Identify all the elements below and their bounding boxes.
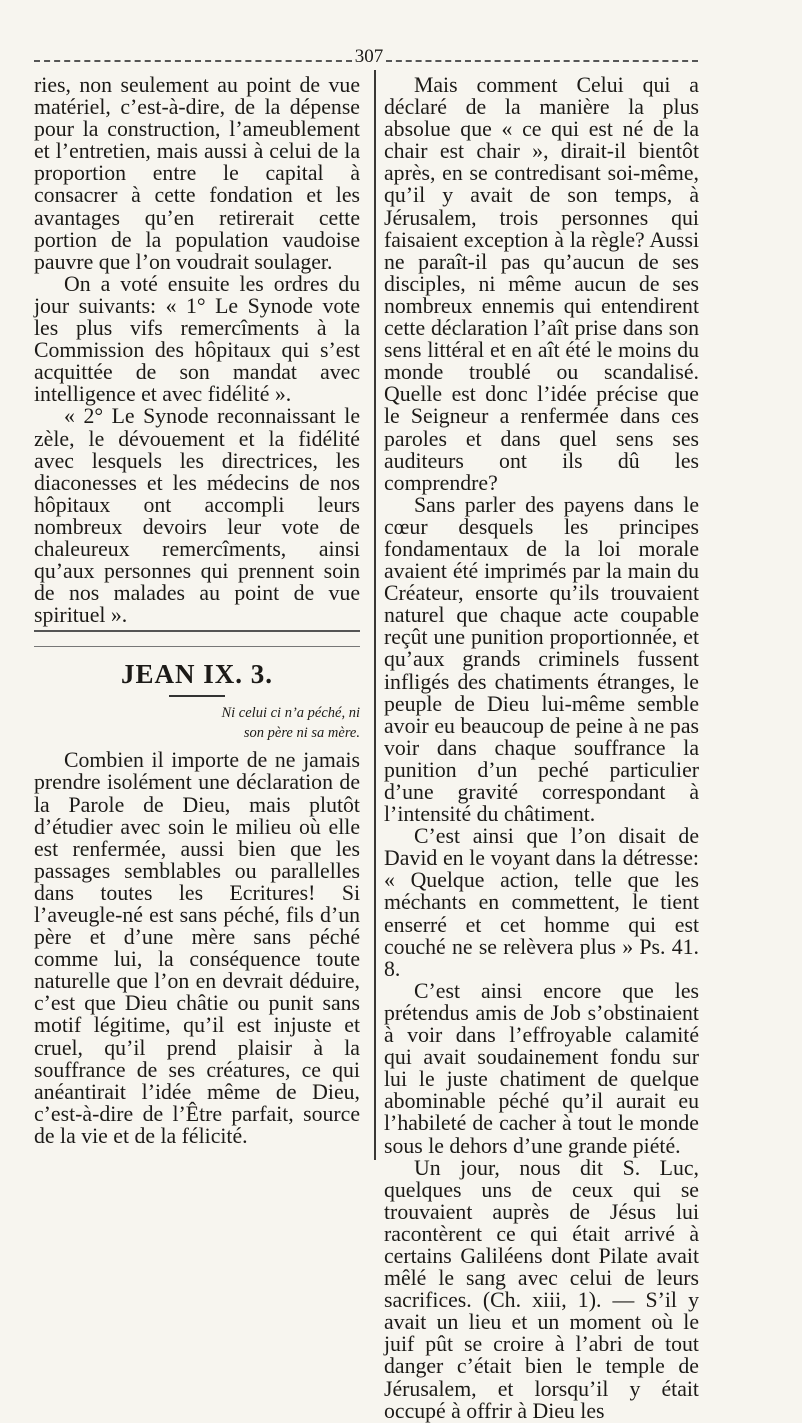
section-heading: JEAN IX. 3. (120, 659, 273, 690)
paragraph: Combien il importe de ne jamais prendre isolément une déclaration de la Parole de Dieu, mais plutôt d’étudier avec soin le milieu où elle est renfermée, aussi bien que les passages semblables ou parallelles dans toutes les Ecritures! Si l’aveugle-né est sans péché, fils d’un père et d’une mère sans péché comme lui, la conséquence toute naturelle que l’on en devrait déduire, c’est que Dieu châtie ou punit sans motif légitime, qu’il est injuste et cruel, qu’il prend plaisir à la souffrance de ses créatures, ce qui anéantirait l’idée même de Dieu, c’est-à-dire de l’Être parfait, source de la vie et de la félicité. (34, 748, 360, 1148)
column-divider (374, 70, 376, 1160)
page-number: 307 (354, 46, 384, 67)
paragraph: Sans parler des payens dans le cœur desquels les principes fondamentaux de la loi morale avaient été imprimés par la main du Créateur, ensorte qu’ils trouvaient naturel que chaque acte coupable reçût une punition proportionnée, et qu’aux grands criminels fussent infligés des chatiments étranges, le peuple de Dieu lui-même semble avoir eu beaucoup de peine à ne pas voir dans chaque souffrance la punition d’un peché particulier d’une gravité correspondant à l’intensité du châtiment. (384, 492, 699, 827)
paragraph: C’est ainsi que l’on disait de David en le voyant dans la détresse: « Quelque action, telle que les méchants en commettent, le tient enserré et cet homme qui est couché ne se relèvera plus » Ps. 41. 8. (384, 824, 699, 981)
paragraph: Mais comment Celui qui a déclaré de la manière la plus absolue que « ce qui est né de la chair est chair », dirait-il bientôt après, en se contredisant soi-même, qu’il y avait de son temps, à Jérusalem, trois personnes qui faisaient exception à la règle? Aussi ne paraît-il pas qu’aucun de ses disciples, ni même aucun de ses nombreux ennemis qui entendirent cette déclaration l’aît prise dans son sens littéral et en aît été le moins du monde troublé ou scandalisé. Quelle est donc l’idée précise que le Seigneur a renfermée dans ces paroles et dans quel sens ses auditeurs ont ils dû les comprendre? (384, 73, 699, 495)
epigraph-line: Ni celui ci n’a péché, ni (221, 705, 360, 722)
section-separator-rule (34, 630, 360, 647)
header-rule-left (34, 60, 352, 62)
paragraph: ries, non seulement au point de vue matériel, c’est-à-dire, de la dépense pour la construction, l’ameublement et l’entretien, mais aussi à celui de la proportion entre le capital à consacrer à cette fondation et les avantages qu’en retirerait cette portion de la population vaudoise pauvre que l’on voudrait soulager. (34, 73, 360, 274)
right-column (384, 74, 699, 1422)
paragraph: « 2° Le Synode reconnaissant le zèle, le dévouement et la fidélité avec lesquels les directrices, les diaconesses et les médecins de nos hôpitaux ont accompli leurs nombreux devoirs leur vote de chaleureux remercîments, ainsi qu’aux personnes qui prennent soin de nos malades au point de vue spirituel ». (34, 404, 360, 628)
paragraph: On a voté ensuite les ordres du jour suivants: « 1° Le Synode vote les plus vifs remercîments à la Commission des hôpitaux qui s’est acquittée de son mandat avec intelligence et avec fidélité ». (34, 271, 360, 407)
header-rule-right (386, 60, 698, 62)
epigraph-line: son père ni sa mère. (243, 725, 360, 742)
heading-underline-rule (169, 695, 225, 697)
left-column (34, 74, 360, 1147)
paragraph: C’est ainsi encore que les prétendus amis de Job s’obstinaient à voir dans l’effroyable calamité qui avait soudainement fondu sur lui le juste chatiment de quelque abominable péché qu’il aurait eu l’habileté de cacher à tout le monde sous le dehors d’une grande piété. (384, 978, 699, 1158)
paragraph: Un jour, nous dit S. Luc, quelques uns de ceux qui se trouvaient auprès de Jésus lui racontèrent ce qui était arrivé à certains Galiléens dont Pilate avait mêlé le sang avec celui de leurs sacrifices. (Ch. xiii, 1). — S’il y avait un lieu et un moment où le juif pût se croire à l’abri de tout danger c’était bien le temple de Jérusalem, et lorsqu’il y était occupé à offrir à Dieu les (384, 1155, 699, 1423)
epigraph (34, 703, 360, 743)
